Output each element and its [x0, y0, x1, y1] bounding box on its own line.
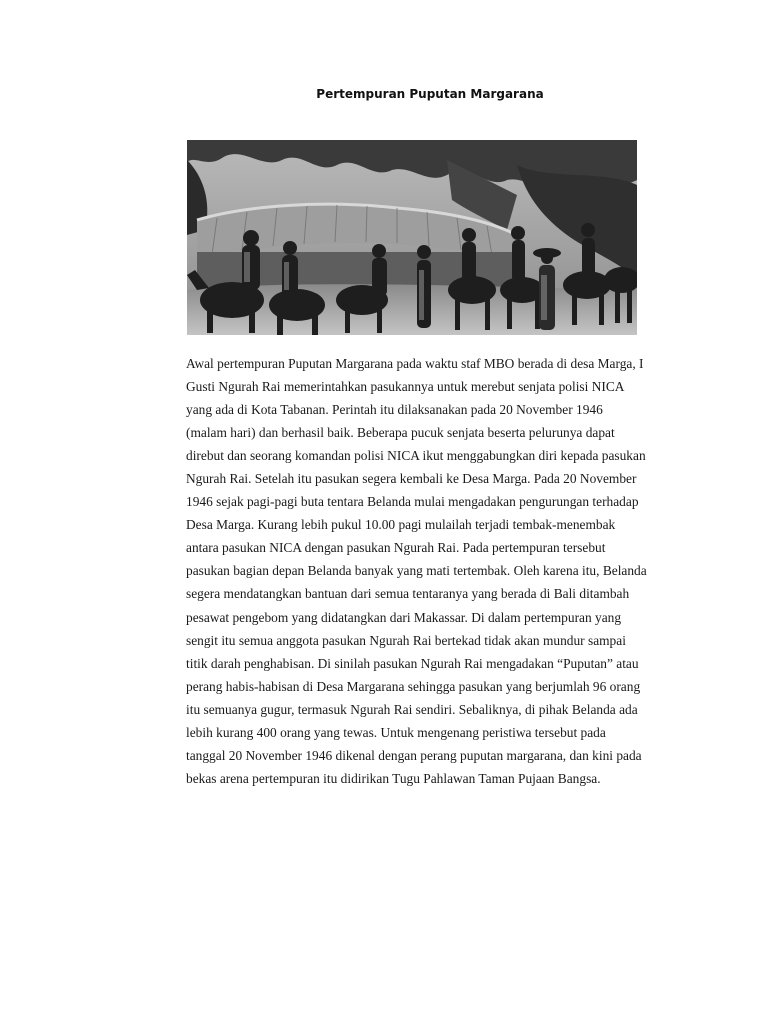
paragraph-line: pesawat pengebom yang didatangkan dari Makassar. Di dalam pertempuran yang — [186, 609, 622, 625]
paragraph-line: titik darah penghabisan. Di sinilah pasukan Ngurah Rai mengadakan “Puputan” atau — [186, 655, 639, 671]
paragraph-line: tanggal 20 November 1946 dikenal dengan perang puputan margarana, dan kini pada — [186, 747, 642, 763]
historical-photo — [187, 140, 637, 335]
paragraph-line: Gusti Ngurah Rai memerintahkan pasukannya untuk merebut senjata polisi NICA — [186, 379, 625, 395]
paragraph-line: Desa Marga. Kurang lebih pukul 10.00 pagi mulailah terjadi tembak-menembak — [186, 517, 616, 533]
soldiers-horses-photo-graphic — [187, 140, 637, 335]
paragraph-line: 1946 sejak pagi-pagi buta tentara Belanda mulai mengadakan pengurungan terhadap — [186, 494, 639, 510]
paragraph-line: segera mendatangkan bantuan dari semua tentaranya yang berada di Bali ditambah — [186, 586, 630, 602]
paragraph-line: (malam hari) dan berhasil baik. Beberapa pucuk senjata beserta pelurunya dapat — [186, 425, 615, 441]
body-paragraph — [186, 352, 686, 790]
paragraph-line: direbut dan seorang komandan polisi NICA ikut menggabungkan diri kepada pasukan — [186, 448, 646, 464]
paragraph-line: yang ada di Kota Tabanan. Perintah itu dilaksanakan pada 20 November 1946 — [186, 402, 603, 418]
paragraph-line: perang habis-habisan di Desa Margarana sehingga pasukan yang berjumlah 96 orang — [186, 678, 641, 694]
paragraph-line: itu semuanya gugur, termasuk Ngurah Rai sendiri. Sebaliknya, di pihak Belanda ada — [186, 701, 638, 717]
page-title: Pertempuran Puputan Margarana — [316, 87, 544, 101]
paragraph-line: pasukan bagian depan Belanda banyak yang mati tertembak. Oleh karena itu, Belanda — [186, 563, 647, 579]
paragraph-line: Awal pertempuran Puputan Margarana pada waktu staf MBO berada di desa Marga, I — [186, 356, 644, 371]
paragraph-line: Ngurah Rai. Setelah itu pasukan segera kembali ke Desa Marga. Pada 20 November — [186, 471, 637, 487]
paragraph-line: sengit itu semua anggota pasukan Ngurah Rai bertekad tidak akan mundur sampai — [186, 632, 626, 648]
paragraph-line: lebih kurang 400 orang yang tewas. Untuk mengenang peristiwa tersebut pada — [186, 724, 606, 740]
paragraph-line: antara pasukan NICA dengan pasukan Ngurah Rai. Pada pertempuran tersebut — [186, 540, 606, 556]
paragraph-line: bekas arena pertempuran itu didirikan Tugu Pahlawan Taman Pujaan Bangsa. — [186, 770, 601, 786]
